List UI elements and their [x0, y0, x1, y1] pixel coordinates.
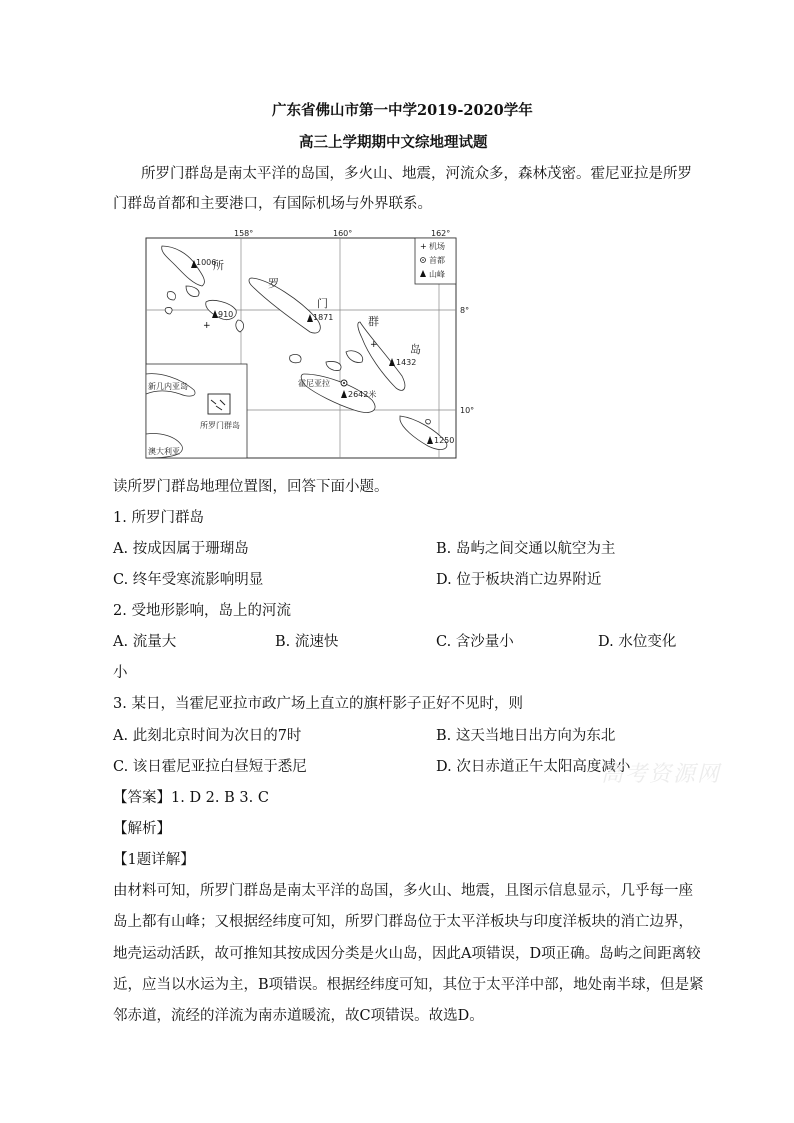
q1-option-a: A. 按成因属于珊瑚岛 [113, 541, 249, 557]
q2-option-b: B. 流速快 [275, 634, 339, 650]
question-3-stem: 3. 某日，当霍尼亚拉市政广场上直立的旗杆影子正好不见时，则 [113, 696, 523, 712]
island-russell [290, 354, 301, 362]
lon-label-162: 162° [431, 229, 451, 238]
solomon-islands-map [140, 224, 492, 460]
q1-option-d: D. 位于板块消亡边界附近 [436, 572, 602, 588]
question-prompt: 读所罗门群岛地理位置图，回答下面小题。 [113, 479, 389, 495]
peak-label-1: 1006 [196, 258, 217, 267]
detail-line-5: 邻赤道，流经的洋流为南赤道暖流，故C项错误。故选D。 [113, 1008, 484, 1024]
detail-heading: 【1题详解】 [113, 852, 195, 868]
q3-option-b: B. 这天当地日出方向为东北 [436, 728, 616, 744]
watermark: 高考资源网 [601, 762, 722, 787]
legend-peak: 山峰 [429, 270, 445, 279]
island-small-c [165, 307, 172, 314]
island-small-e [346, 351, 363, 363]
inset-label-png: 新几内亚岛 [148, 382, 188, 391]
q2-option-d: D. 水位变化 [598, 634, 677, 650]
answer-line: 【答案】1. D 2. B 3. C [113, 790, 269, 806]
inset-label-australia: 澳大利亚 [148, 447, 180, 456]
peak-label-3: 1871 [313, 313, 334, 322]
detail-line-4: 近，应当以水运为主，B项错误。根据经纬度可知，其位于太平洋中部，地处南半球，但是紧 [113, 977, 704, 993]
lat-label-10: 10° [460, 406, 475, 415]
map-char-3: 门 [317, 297, 328, 310]
peak-label-2: 910 [218, 310, 234, 319]
airport-icon: + [420, 242, 427, 251]
map-char-1: 所 [213, 259, 224, 272]
q3-option-d: D. 次日赤道正午太阳高度减小 [436, 759, 631, 775]
airport-icon: + [203, 321, 211, 331]
q1-option-b: B. 岛屿之间交通以航空为主 [436, 541, 616, 557]
q2-option-c: C. 含沙量小 [436, 634, 514, 650]
q1-option-c: C. 终年受寒流影响明显 [113, 572, 264, 588]
capital-label: 霍尼亚拉 [298, 379, 330, 388]
peak-label-6: 1250 [434, 436, 455, 445]
peak-label-4: 1432 [396, 358, 417, 367]
lon-label-160: 160° [333, 229, 353, 238]
intro-line2: 门群岛首都和主要港口，有国际机场与外界联系。 [113, 196, 432, 212]
island-santa-isabel [249, 278, 320, 333]
lon-label-158: 158° [234, 229, 254, 238]
island-florida [326, 361, 341, 370]
map-char-5: 岛 [410, 343, 421, 356]
intro-line1: 所罗门群岛是南太平洋的岛国，多火山、地震，河流众多，森林茂密。霍尼亚拉是所罗 [141, 166, 692, 182]
q3-option-c: C. 该日霍尼亚拉白昼短于悉尼 [113, 759, 307, 775]
q2-option-d-wrap: 小 [113, 665, 128, 681]
question-1-stem: 1. 所罗门群岛 [113, 510, 204, 526]
island-small-b [167, 292, 175, 300]
doc-title-line2: 高三上学期期中文综地理试题 [299, 134, 488, 151]
island-small-d [236, 320, 244, 332]
doc-title-line1: 广东省佛山市第一中学2019-2020学年 [272, 102, 533, 119]
island-malaita [358, 322, 405, 390]
peak-label-5: 2642米 [348, 390, 377, 399]
detail-line-3: 地壳运动活跃，故可推知其按成因分类是火山岛，因此A项错误，D项正确。岛屿之间距离较 [113, 946, 701, 962]
airport-icon: + [370, 340, 378, 350]
question-2-stem: 2. 受地形影响，岛上的河流 [113, 603, 291, 619]
island-small-f [426, 419, 431, 424]
lat-label-8: 8° [460, 306, 470, 315]
analysis-heading: 【解析】 [113, 821, 171, 837]
detail-line-1: 由材料可知，所罗门群岛是南太平洋的岛国，多火山、地震，且图示信息显示，几乎每一座 [113, 883, 693, 899]
legend-airport: 机场 [429, 242, 445, 251]
island-small-a [186, 286, 199, 297]
q2-option-a: A. 流量大 [113, 634, 177, 650]
detail-line-2: 岛上都有山峰；又根据经纬度可知，所罗门群岛位于太平洋板块与印度洋板块的消亡边界， [113, 914, 693, 930]
inset-label-solomon: 所罗门群岛 [200, 421, 240, 430]
legend-capital: 首都 [429, 256, 445, 265]
q3-option-a: A. 此刻北京时间为次日的7时 [113, 728, 302, 744]
map-char-4: 群 [368, 315, 379, 328]
map-char-2: 罗 [268, 277, 279, 290]
